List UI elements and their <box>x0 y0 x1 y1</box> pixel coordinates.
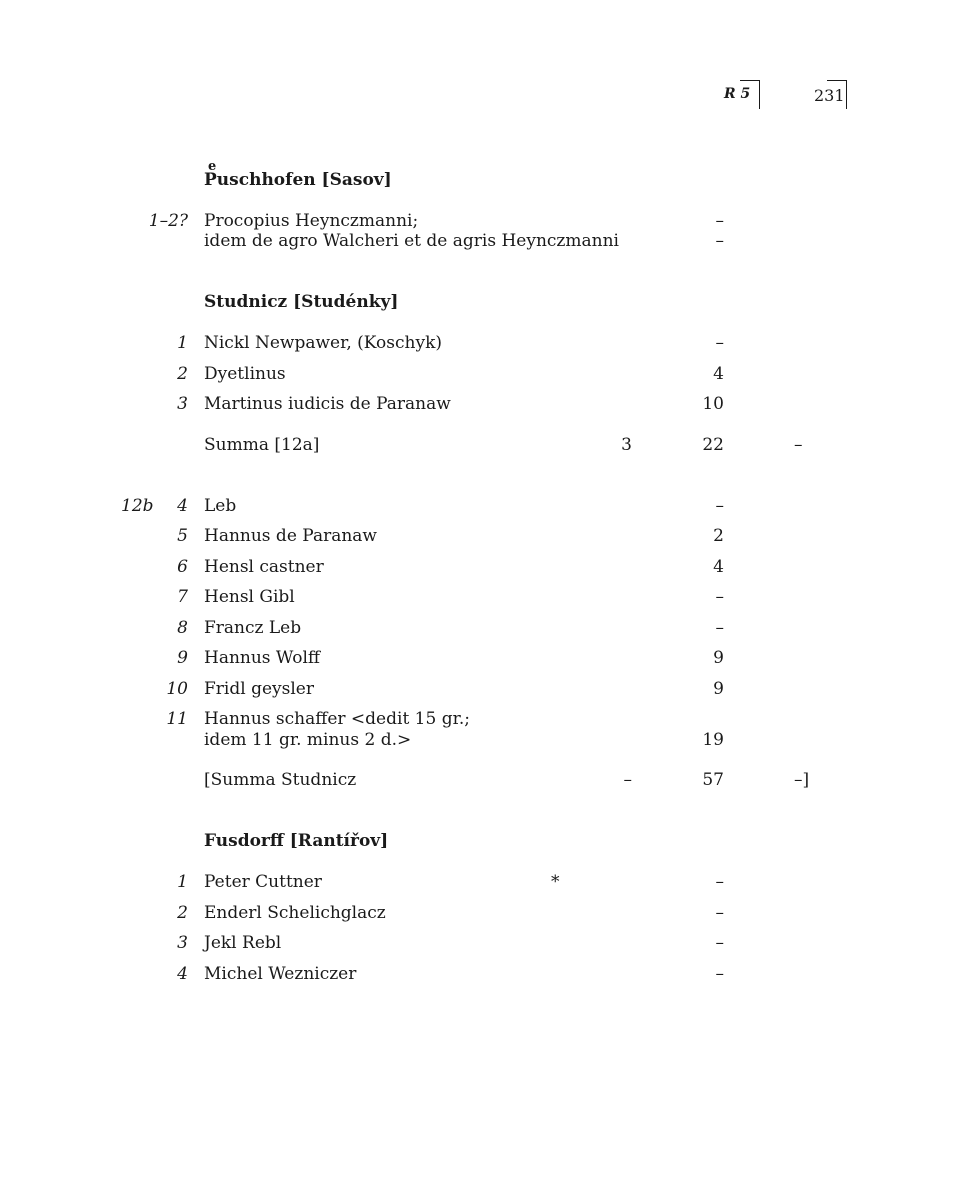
asterisk-mark: * <box>551 872 560 892</box>
summa-col3: –] <box>794 770 810 790</box>
entry-name: Martinus iudicis de Paranaw <box>204 394 451 414</box>
page-number-bracket <box>827 80 847 109</box>
entry-value: – <box>715 933 724 953</box>
entry-number: 7 <box>177 587 188 607</box>
entry-name: Hensl Gibl <box>204 587 295 607</box>
summa-label: [Summa Studnicz <box>204 770 357 790</box>
running-header-ref: R 5 <box>724 86 751 102</box>
entry-name: idem de agro Walcheri et de agris Heynczmanni <box>204 231 619 251</box>
folio-marker: 12b <box>121 496 154 516</box>
entry-value: – <box>715 872 724 892</box>
entry-number: 3 <box>177 394 188 414</box>
entry-name: Leb <box>204 496 237 516</box>
entry-value: 9 <box>713 679 724 699</box>
entry-value: – <box>715 496 724 516</box>
summa-col2: 22 <box>702 435 724 455</box>
header-bracket <box>740 80 760 109</box>
entry-value: – <box>715 231 724 251</box>
heading-rest: uschhofen [Sasov] <box>216 170 392 190</box>
entry-name: idem 11 gr. minus 2 d.> <box>204 730 412 750</box>
entry-name: Hannus schaffer <dedit 15 gr.; <box>204 709 470 729</box>
entry-value: – <box>715 964 724 984</box>
summa-col3: – <box>794 435 803 455</box>
entry-name: Francz Leb <box>204 618 302 638</box>
entry-name: Procopius Heynczmanni; <box>204 211 419 231</box>
entry-value: 10 <box>702 394 724 414</box>
section-heading-puschhofen <box>204 159 392 190</box>
heading-initial: P <box>204 170 217 190</box>
entry-number: 1 <box>177 872 188 892</box>
entry-value: 19 <box>702 730 724 750</box>
page-number: 231 <box>814 86 845 105</box>
entry-name: Hannus Wolff <box>204 648 321 668</box>
entry-name: Enderl Schelichglacz <box>204 903 386 923</box>
entry-number: 5 <box>177 526 188 546</box>
entry-number: 11 <box>166 709 188 729</box>
entry-number: 2 <box>177 364 188 384</box>
entry-name: Fridl geysler <box>204 679 314 699</box>
section-heading-fusdorff: Fusdorff [Rantířov] <box>204 831 389 851</box>
summa-col1: – <box>623 770 632 790</box>
entry-number: 9 <box>177 648 188 668</box>
entry-value: 4 <box>713 364 724 384</box>
entry-number: 3 <box>177 933 188 953</box>
summa-col2: 57 <box>702 770 724 790</box>
entry-number: 8 <box>177 618 188 638</box>
entry-name: Hannus de Paranaw <box>204 526 377 546</box>
entry-name: Hensl castner <box>204 557 324 577</box>
entry-value: 4 <box>713 557 724 577</box>
entry-name: Peter Cuttner <box>204 872 322 892</box>
summa-col1: 3 <box>621 435 632 455</box>
entry-value: – <box>715 333 724 353</box>
entry-number: 4 <box>177 496 188 516</box>
entry-number: 2 <box>177 903 188 923</box>
entry-value: – <box>715 587 724 607</box>
entry-number: 10 <box>166 679 188 699</box>
entry-name: Michel Wezniczer <box>204 964 357 984</box>
entry-value: – <box>715 618 724 638</box>
summa-label: Summa [12a] <box>204 435 320 455</box>
entry-name: Dyetlinus <box>204 364 286 384</box>
entry-name: Nickl Newpawer, (Koschyk) <box>204 333 442 353</box>
section-heading-studnicz: Studnicz [Studénky] <box>204 292 399 312</box>
entry-value: 9 <box>713 648 724 668</box>
entry-value: 2 <box>713 526 724 546</box>
entry-value: – <box>715 903 724 923</box>
superscript-e: e <box>208 159 217 174</box>
entry-number: 1 <box>177 333 188 353</box>
entry-name: Jekl Rebl <box>204 933 282 953</box>
entry-value: – <box>715 211 724 231</box>
entry-number: 6 <box>177 557 188 577</box>
entry-number: 4 <box>177 964 188 984</box>
entry-number: 1–2? <box>148 211 188 231</box>
